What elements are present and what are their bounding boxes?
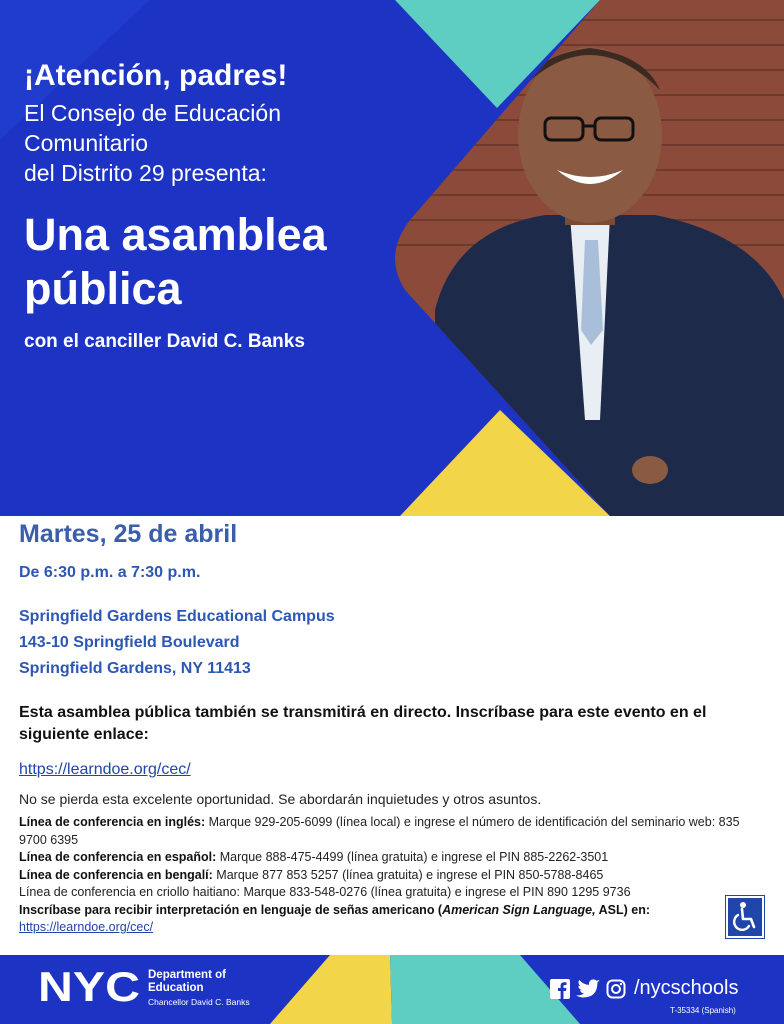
event-subtitle: con el canciller David C. Banks: [24, 331, 305, 352]
title-line: pública: [24, 263, 182, 314]
presenter-line: Comunitario: [24, 130, 148, 156]
venue-name: Springfield Gardens Educational Campus: [19, 608, 335, 625]
haitian-line: Línea de conferencia en criollo haitiano: Marque 833-548-0276 (línea gratuita) e ingrese el PIN 890 1295 9736: [19, 885, 631, 899]
opportunity-note: No se pierda esta excelente oportunidad. Se abordarán inquietudes y otros asuntos.: [19, 791, 542, 807]
department-name: [148, 969, 226, 995]
facebook-icon[interactable]: [550, 979, 570, 999]
presenter-line: El Consejo de Educación: [24, 100, 281, 126]
hero-text: [24, 58, 404, 354]
footer-bar: [0, 955, 784, 1024]
venue-address-line: Springfield Gardens, NY 11413: [19, 660, 251, 677]
registration-link[interactable]: https://learndoe.org/cec/: [19, 761, 191, 778]
document-code: T-35334 (Spanish): [670, 1006, 736, 1015]
social-handle[interactable]: /nycschools: [634, 977, 739, 999]
dept-line: Education: [148, 982, 204, 994]
bengali-line: [19, 867, 759, 885]
presenter-text: [24, 98, 404, 188]
event-date: Martes, 25 de abril: [19, 520, 238, 548]
spanish-details: Marque 888-475-4499 (línea gratuita) e ingrese el PIN 885-2262-3501: [216, 850, 609, 864]
event-time: De 6:30 p.m. a 7:30 p.m.: [19, 564, 201, 581]
asl-registration-link[interactable]: https://learndoe.org/cec/: [19, 920, 154, 934]
instagram-icon[interactable]: [606, 979, 626, 999]
chancellor-credit: Chancellor David C. Banks: [148, 997, 250, 1007]
wheelchair-icon: [726, 896, 764, 938]
chancellor-photo: [395, 0, 784, 516]
english-details: Marque 929-205-6099 (línea local) e ingrese el número de identificación del seminario web: 835 9700 6395: [19, 815, 740, 847]
bengali-label: Línea de conferencia en bengalí:: [19, 867, 213, 882]
event-details: [19, 518, 769, 937]
spanish-label: Línea de conferencia en español:: [19, 850, 217, 864]
nyc-logo: [38, 966, 142, 1011]
english-line: [19, 814, 759, 849]
nyc-logo-text: NYC: [38, 966, 140, 1006]
asl-line: [19, 902, 759, 920]
spanish-line: [19, 849, 759, 867]
venue-address-line: 143-10 Springfield Boulevard: [19, 634, 240, 651]
twitter-icon[interactable]: [576, 979, 600, 999]
asl-label-italic: American Sign Language,: [442, 902, 596, 917]
presenter-line: del Distrito 29 presenta:: [24, 160, 267, 186]
event-venue: [19, 604, 769, 682]
asl-label-start: Inscríbase para recibir interpretación en lenguaje de señas americano (: [19, 902, 443, 917]
asl-label-end: ASL) en:: [595, 902, 651, 917]
bengali-details: Marque 877 853 5257 (línea gratuita) e ingrese el PIN 850-5788-8465: [212, 867, 604, 882]
event-title: [24, 208, 404, 316]
social-links: [550, 977, 739, 1000]
english-label: Línea de conferencia en inglés:: [19, 815, 206, 829]
livestream-text: Esta asamblea pública también se transmitirá en directo. Inscríbase para este evento en el siguiente enlace:: [19, 704, 707, 743]
attention-heading: ¡Atención, padres!: [24, 59, 288, 92]
title-line: Una asamblea: [24, 209, 327, 260]
conference-lines: [19, 814, 759, 937]
dept-line: Department of: [148, 969, 226, 981]
